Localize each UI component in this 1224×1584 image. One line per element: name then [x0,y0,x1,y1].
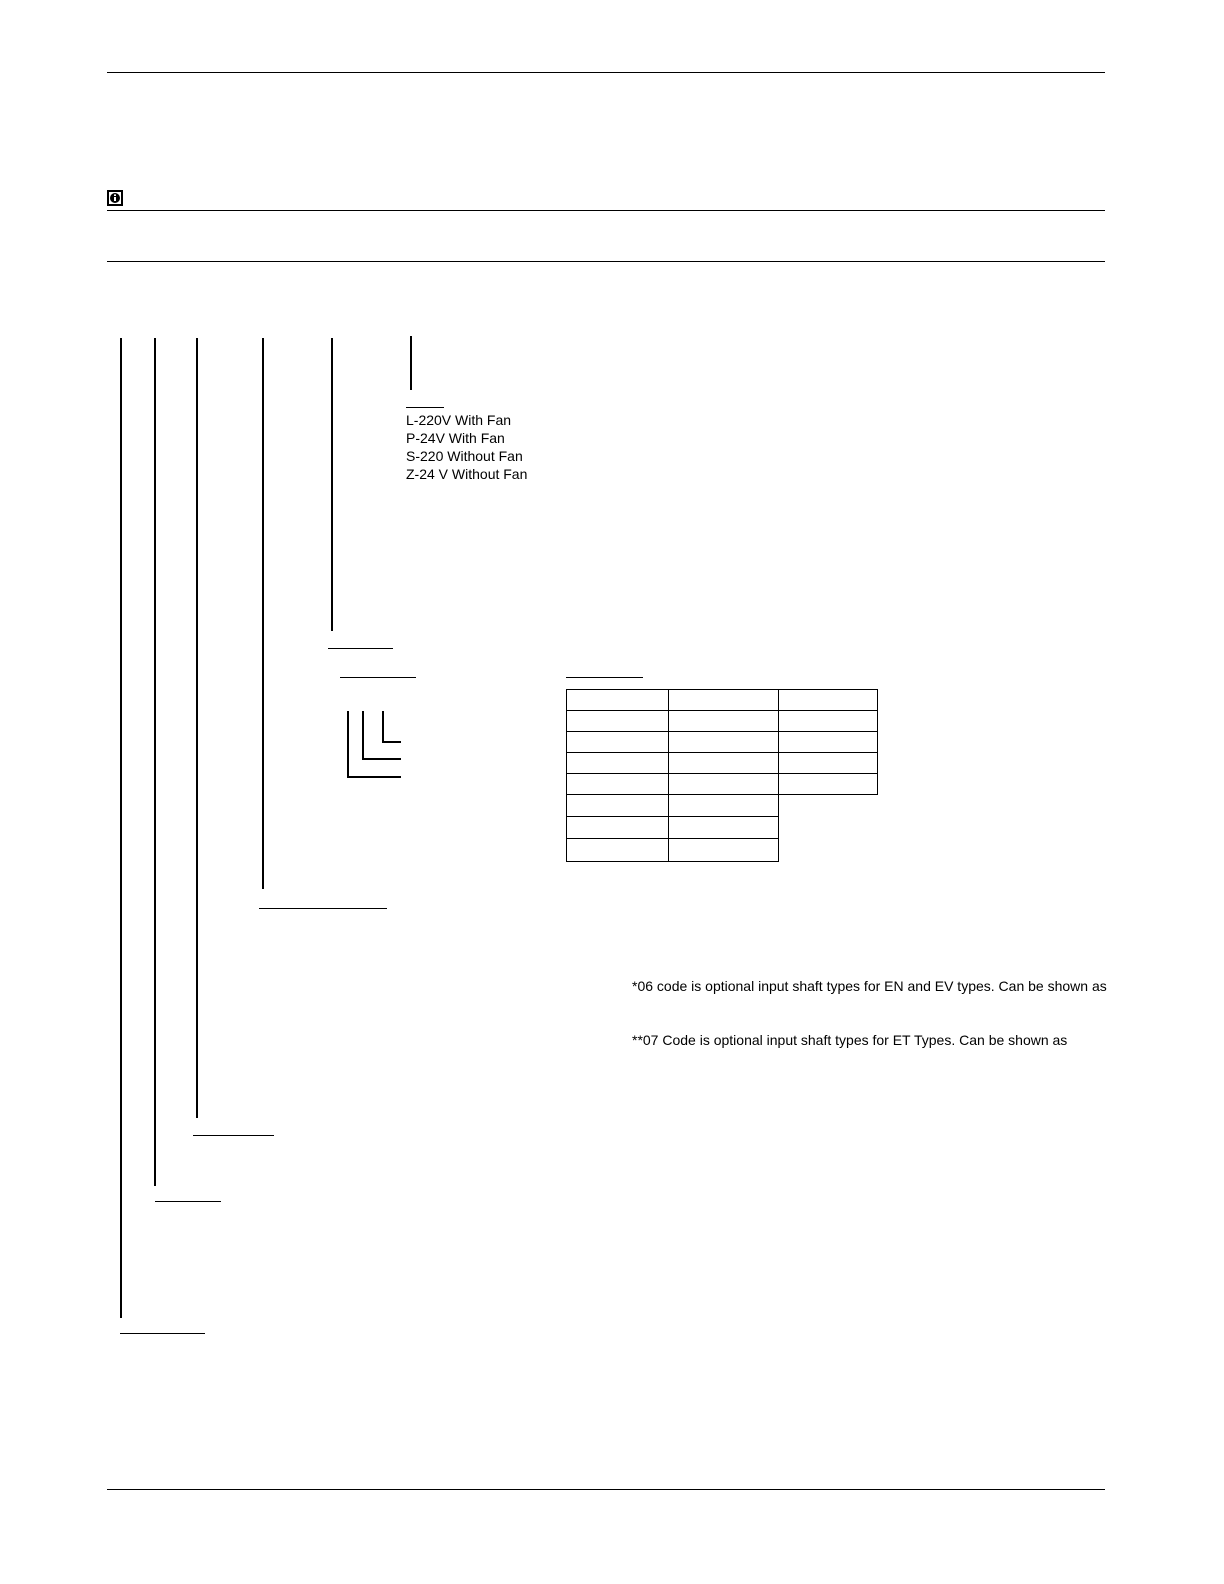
table-cell [566,794,669,817]
section-rule-lower [107,261,1105,262]
heading-underline-5 [328,648,393,649]
code-line-1 [120,338,122,1318]
bottom-rule [107,1489,1105,1490]
table-cell [668,689,779,711]
code-line-3 [196,338,198,1118]
note-06: *06 code is optional input shaft types for EN and EV types. Can be shown as [632,978,1107,994]
nested-bracket-diagram [340,705,410,785]
table-cell [778,689,878,711]
heading-underline-4 [259,908,387,909]
table-cell [668,710,779,732]
table-cell [668,816,779,839]
code-line-4 [262,338,264,889]
table-cell [778,773,878,795]
fan-options-list [406,411,527,483]
table-cell [668,773,779,795]
code-line-5 [331,338,333,631]
table-cell [668,838,779,862]
table-cell [566,731,669,753]
heading-underline-3 [193,1135,274,1136]
heading-underline-5b [340,677,416,678]
heading-underline-2 [155,1201,221,1202]
heading-underline-1 [120,1333,205,1334]
table-cell [566,710,669,732]
heading-underline-fan [406,407,444,408]
heading-underline-table [566,677,643,678]
fan-option: Z-24 V Without Fan [406,466,528,482]
code-line-2 [154,338,156,1186]
section-rule-upper [107,210,1105,211]
fan-option: P-24V With Fan [406,430,505,446]
table-cell [778,752,878,774]
table-cell [778,710,878,732]
table-cell [668,752,779,774]
table-cell [566,689,669,711]
table-cell [668,794,779,817]
info-icon [107,190,123,206]
table-cell [566,752,669,774]
table-cell [566,838,669,862]
table-cell [668,731,779,753]
table-cell [778,731,878,753]
table-cell [566,816,669,839]
code-line-6 [410,336,412,390]
fan-option: L-220V With Fan [406,412,512,428]
top-rule [107,72,1105,73]
table-cell [566,773,669,795]
note-07: **07 Code is optional input shaft types for ET Types. Can be shown as [632,1032,1068,1048]
fan-option: S-220 Without Fan [406,448,523,464]
